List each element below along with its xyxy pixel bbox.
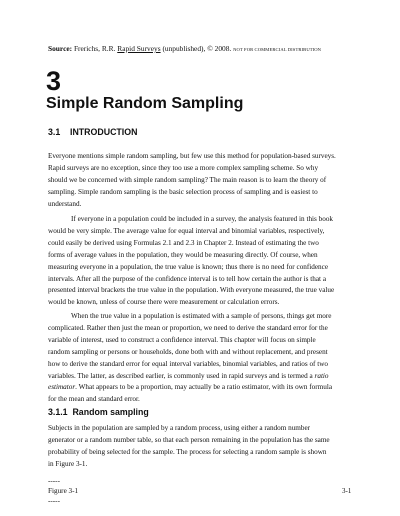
figure-dashes-bottom: ----- bbox=[48, 497, 60, 505]
text-line: If everyone in a population could be included in a survey, the analysis featured in this book bbox=[71, 215, 334, 223]
chapter-title: Simple Random Sampling bbox=[46, 95, 244, 112]
text-line: random sampling or persons or households, done both with and without replacement, and present bbox=[48, 347, 328, 356]
text-line: forms of average values in the population, they would be measuring directly. Of course, when bbox=[48, 250, 318, 259]
page-number: 3-1 bbox=[342, 487, 352, 495]
text-line: understand. bbox=[48, 199, 82, 208]
intro-paragraph-1 bbox=[48, 151, 363, 211]
figure-label: Figure 3-1 bbox=[48, 487, 79, 495]
text-line: probability of being selected for the sample. The process for selecting a random sample is shown bbox=[48, 447, 327, 456]
text-line: Rapid surveys are no exception, since they too use a more complex sampling scheme. So why bbox=[48, 163, 319, 172]
source-label: Source: bbox=[48, 44, 73, 53]
source-title-link[interactable]: Rapid Surveys bbox=[117, 44, 161, 53]
text-line: When the true value in a population is estimated with a sample of persons, things get more bbox=[71, 312, 332, 320]
section-heading-introduction: 3.1 INTRODUCTION bbox=[48, 127, 138, 137]
text-line bbox=[48, 371, 363, 383]
italic-term-ratio: ratio bbox=[314, 371, 329, 380]
chapter-number: 3 bbox=[46, 66, 62, 96]
text-line: would be known, unless of course there were measurement or calculation errors. bbox=[48, 298, 280, 307]
subsection-heading-random-sampling: 3.1.1 Random sampling bbox=[48, 407, 149, 417]
text-line: Everyone mentions simple random sampling, but few use this method for population-based surveys. bbox=[48, 152, 336, 160]
figure-dashes-top: ----- bbox=[48, 477, 60, 485]
text-line: should we be concerned with simple random sampling? The main reason is to learn the theory of bbox=[48, 175, 327, 184]
intro-paragraph-3 bbox=[48, 311, 363, 406]
text-line: intervals. After all the purpose of the confidence interval is to tell how certain the author is that a bbox=[48, 274, 327, 283]
text-line: in Figure 3-1. bbox=[48, 459, 88, 468]
text-line: generator or a random number table, so that each person remaining in the population has the same bbox=[48, 435, 330, 444]
text-line bbox=[48, 382, 363, 394]
source-authors: Frerichs, R.R. bbox=[72, 44, 118, 53]
text-line: variable of interest, used to construct a confidence interval. This chapter will focus on simple bbox=[48, 335, 316, 344]
text-run: . What appears to be a proportion, may actually be a ratio estimator, with its own formula bbox=[75, 383, 333, 392]
text-line: presented interval brackets the true value in the population. With everyone measured, the true value bbox=[48, 286, 335, 295]
text-line: measuring everyone in a population, the true value is known; thus there is no need for confidence bbox=[48, 262, 329, 271]
text-run: variables. The latter, as described earlier, is commonly used in rapid surveys and is termed a bbox=[48, 371, 315, 380]
text-line: sampling. Simple random sampling is the basic selection process of sampling and is easiest to bbox=[48, 187, 318, 196]
intro-paragraph-2 bbox=[48, 214, 363, 309]
text-line: Subjects in the population are sampled by a random process, using either a random number bbox=[48, 424, 311, 432]
source-line bbox=[48, 44, 378, 55]
distribution-notice: NOT FOR COMMERCIAL DISTRIBUTION bbox=[233, 47, 322, 52]
text-line: would be very simple. The average value for equal interval and binomial variables, respectively, bbox=[48, 226, 325, 235]
random-sampling-paragraph bbox=[48, 423, 363, 471]
text-line: how to derive the standard error for equal interval variables, binomial variables, and ratios of two bbox=[48, 359, 329, 368]
text-line: could easily be derived using Formulas 2.1 and 2.3 in Chapter 2. Instead of estimating the two bbox=[48, 238, 319, 247]
italic-term-estimator: estimator bbox=[48, 383, 76, 392]
text-line: for the mean and standard error. bbox=[48, 395, 140, 404]
source-rest: (unpublished), © 2008. bbox=[160, 44, 234, 53]
text-line: complicated. Rather then just the mean or proportion, we need to derive the standard error for the bbox=[48, 323, 328, 332]
